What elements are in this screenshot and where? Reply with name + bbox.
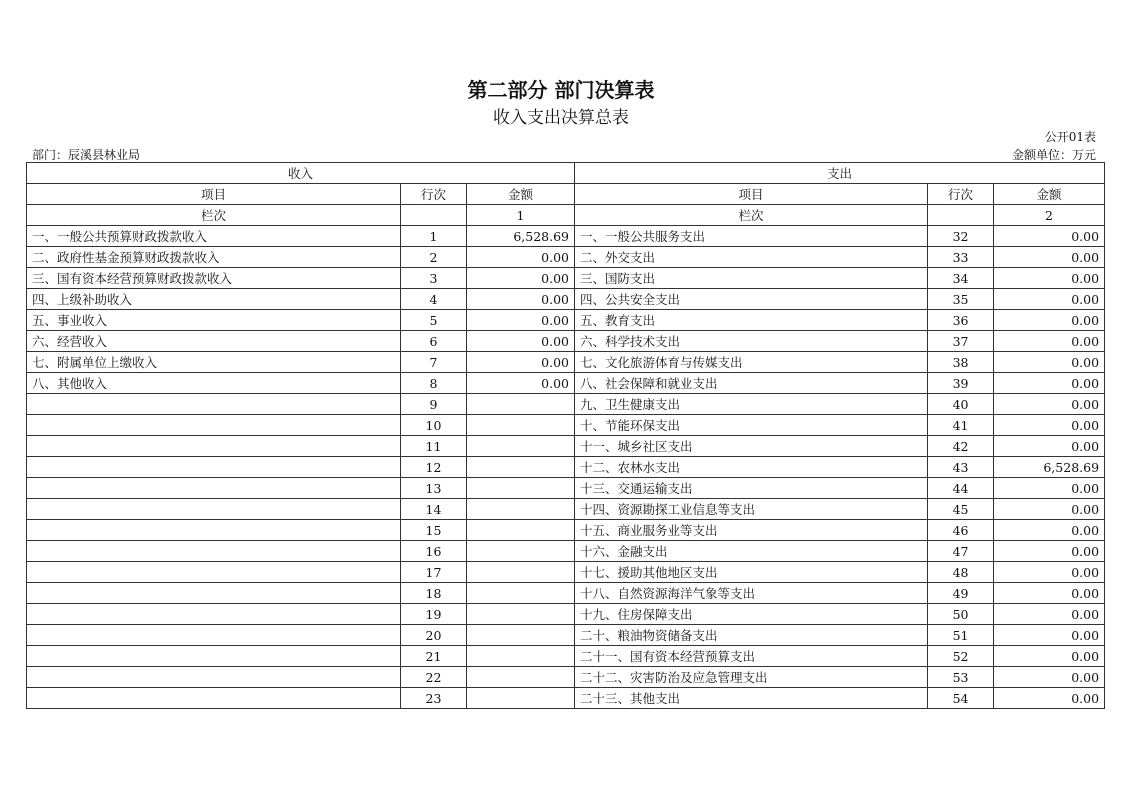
income-amount: 0.00 [467,352,575,373]
table-row [27,310,1105,331]
income-item: 三、国有资本经营预算财政拨款收入 [27,268,401,289]
table-row [27,667,1105,688]
income-item: 一、一般公共预算财政拨款收入 [27,226,401,247]
expense-amount: 0.00 [994,226,1105,247]
table-row [27,646,1105,667]
lanci-row [27,205,1105,226]
expense-item: 二十三、其他支出 [575,688,928,709]
expense-row-no: 46 [928,520,994,541]
expense-row-no: 45 [928,499,994,520]
expense-amount: 0.00 [994,499,1105,520]
income-item-header: 项目 [27,184,401,205]
table-row [27,394,1105,415]
income-item [27,520,401,541]
expense-amount: 0.00 [994,604,1105,625]
income-item: 五、事业收入 [27,310,401,331]
unit-label: 金额单位：万元 [1011,148,1096,162]
expense-lanci-number: 2 [994,205,1105,226]
income-item [27,478,401,499]
expense-row-no: 33 [928,247,994,268]
expense-amount: 0.00 [994,688,1105,709]
expense-item: 十一、城乡社区支出 [575,436,928,457]
income-amount: 0.00 [467,289,575,310]
expense-amount: 0.00 [994,247,1105,268]
expense-row-no: 35 [928,289,994,310]
expense-amount: 0.00 [994,310,1105,331]
expense-item: 二、外交支出 [575,247,928,268]
table-row [27,499,1105,520]
table-row [27,289,1105,310]
expense-amount: 0.00 [994,562,1105,583]
income-amount [467,415,575,436]
expense-item: 六、科学技术支出 [575,331,928,352]
income-amount: 0.00 [467,373,575,394]
income-row-no: 10 [401,415,467,436]
income-amount [467,688,575,709]
expense-amount: 0.00 [994,646,1105,667]
expense-amount: 0.00 [994,520,1105,541]
expense-amount: 0.00 [994,331,1105,352]
income-item [27,394,401,415]
income-item [27,436,401,457]
income-row-no: 18 [401,583,467,604]
income-item: 八、其他收入 [27,373,401,394]
expense-item: 十四、资源勘探工业信息等支出 [575,499,928,520]
income-item [27,541,401,562]
expense-amount: 0.00 [994,394,1105,415]
expense-amount: 0.00 [994,478,1105,499]
expense-item: 十五、商业服务业等支出 [575,520,928,541]
expense-amount: 0.00 [994,667,1105,688]
expense-item: 四、公共安全支出 [575,289,928,310]
table-row [27,226,1105,247]
expense-amount: 0.00 [994,268,1105,289]
table-row [27,562,1105,583]
expense-row-no: 40 [928,394,994,415]
income-lanci-label: 栏次 [27,205,401,226]
income-amount [467,457,575,478]
income-row-no: 21 [401,646,467,667]
expense-row-no: 53 [928,667,994,688]
expense-item: 十八、自然资源海洋气象等支出 [575,583,928,604]
income-row-no: 16 [401,541,467,562]
income-row-no: 3 [401,268,467,289]
expense-row-no: 39 [928,373,994,394]
expense-row-no: 32 [928,226,994,247]
expense-item: 十三、交通运输支出 [575,478,928,499]
income-row-no: 1 [401,226,467,247]
expense-item: 十、节能环保支出 [575,415,928,436]
expense-item: 十七、援助其他地区支出 [575,562,928,583]
income-item: 六、经营收入 [27,331,401,352]
income-row-no: 15 [401,520,467,541]
expense-amount-header: 金额 [994,184,1105,205]
income-amount [467,478,575,499]
budget-summary-table [26,162,1105,709]
expense-section-header: 支出 [575,163,1105,184]
income-row-no: 14 [401,499,467,520]
expense-item: 二十一、国有资本经营预算支出 [575,646,928,667]
expense-row-no: 47 [928,541,994,562]
income-amount [467,394,575,415]
table-row [27,478,1105,499]
income-item [27,415,401,436]
form-code: 公开01表 [1044,130,1096,144]
income-row-no: 13 [401,478,467,499]
income-row-no: 11 [401,436,467,457]
page-title: 第二部分 部门决算表 [467,78,655,102]
table-row [27,352,1105,373]
income-amount: 0.00 [467,310,575,331]
expense-item: 十二、农林水支出 [575,457,928,478]
income-amount: 0.00 [467,331,575,352]
income-row-no: 6 [401,331,467,352]
table-row [27,541,1105,562]
expense-item: 二十、粮油物资储备支出 [575,625,928,646]
income-item: 四、上级补助收入 [27,289,401,310]
income-item [27,583,401,604]
table-row [27,583,1105,604]
department-label: 部门：辰溪县林业局 [32,148,141,162]
table-subtitle: 收入支出决算总表 [493,108,629,128]
income-row-no: 20 [401,625,467,646]
income-row-no: 4 [401,289,467,310]
expense-item: 一、一般公共服务支出 [575,226,928,247]
table-row [27,688,1105,709]
expense-item: 三、国防支出 [575,268,928,289]
income-row-no: 23 [401,688,467,709]
expense-amount: 0.00 [994,352,1105,373]
income-item [27,667,401,688]
table-row [27,247,1105,268]
income-item [27,457,401,478]
expense-item: 九、卫生健康支出 [575,394,928,415]
expense-row-no: 49 [928,583,994,604]
expense-amount: 6,528.69 [994,457,1105,478]
income-row-no: 12 [401,457,467,478]
income-amount [467,646,575,667]
expense-row-no: 42 [928,436,994,457]
expense-amount: 0.00 [994,541,1105,562]
expense-row-no: 38 [928,352,994,373]
income-item [27,562,401,583]
income-row-no: 22 [401,667,467,688]
column-header-row [27,184,1105,205]
expense-amount: 0.00 [994,436,1105,457]
table-row [27,373,1105,394]
table-row [27,457,1105,478]
income-row-no: 19 [401,604,467,625]
income-row-no: 17 [401,562,467,583]
income-row-no-header: 行次 [401,184,467,205]
income-amount [467,583,575,604]
income-amount [467,499,575,520]
income-item [27,688,401,709]
expense-row-no: 41 [928,415,994,436]
income-item [27,625,401,646]
income-amount: 0.00 [467,268,575,289]
income-amount [467,436,575,457]
table-row [27,436,1105,457]
expense-item: 十九、住房保障支出 [575,604,928,625]
expense-row-no: 43 [928,457,994,478]
income-item [27,604,401,625]
expense-item: 二十二、灾害防治及应急管理支出 [575,667,928,688]
expense-row-no: 54 [928,688,994,709]
expense-row-no: 51 [928,625,994,646]
expense-row-no: 44 [928,478,994,499]
expense-amount: 0.00 [994,373,1105,394]
expense-lanci-label: 栏次 [575,205,928,226]
income-row-no: 7 [401,352,467,373]
income-amount [467,562,575,583]
expense-item: 五、教育支出 [575,310,928,331]
expense-item-header: 项目 [575,184,928,205]
income-amount-header: 金额 [467,184,575,205]
income-lanci-number: 1 [467,205,575,226]
income-item [27,646,401,667]
income-amount [467,604,575,625]
expense-row-no: 48 [928,562,994,583]
expense-row-no-header: 行次 [928,184,994,205]
expense-item: 八、社会保障和就业支出 [575,373,928,394]
expense-amount: 0.00 [994,289,1105,310]
income-row-no: 5 [401,310,467,331]
expense-row-no: 34 [928,268,994,289]
income-amount [467,520,575,541]
income-amount: 0.00 [467,247,575,268]
income-row-no: 8 [401,373,467,394]
income-lanci-blank [401,205,467,226]
expense-lanci-blank [928,205,994,226]
table-row [27,415,1105,436]
expense-row-no: 36 [928,310,994,331]
table-row [27,604,1105,625]
expense-row-no: 37 [928,331,994,352]
table-row [27,625,1105,646]
expense-row-no: 52 [928,646,994,667]
expense-item: 十六、金融支出 [575,541,928,562]
income-row-no: 9 [401,394,467,415]
income-section-header: 收入 [27,163,575,184]
expense-item: 七、文化旅游体育与传媒支出 [575,352,928,373]
income-amount [467,625,575,646]
expense-amount: 0.00 [994,625,1105,646]
table-row [27,520,1105,541]
income-item: 二、政府性基金预算财政拨款收入 [27,247,401,268]
expense-amount: 0.00 [994,583,1105,604]
table-row [27,331,1105,352]
income-row-no: 2 [401,247,467,268]
income-item [27,499,401,520]
expense-amount: 0.00 [994,415,1105,436]
income-amount: 6,528.69 [467,226,575,247]
section-header-row [27,163,1105,184]
income-item: 七、附属单位上缴收入 [27,352,401,373]
table-row [27,268,1105,289]
income-amount [467,541,575,562]
expense-row-no: 50 [928,604,994,625]
income-amount [467,667,575,688]
